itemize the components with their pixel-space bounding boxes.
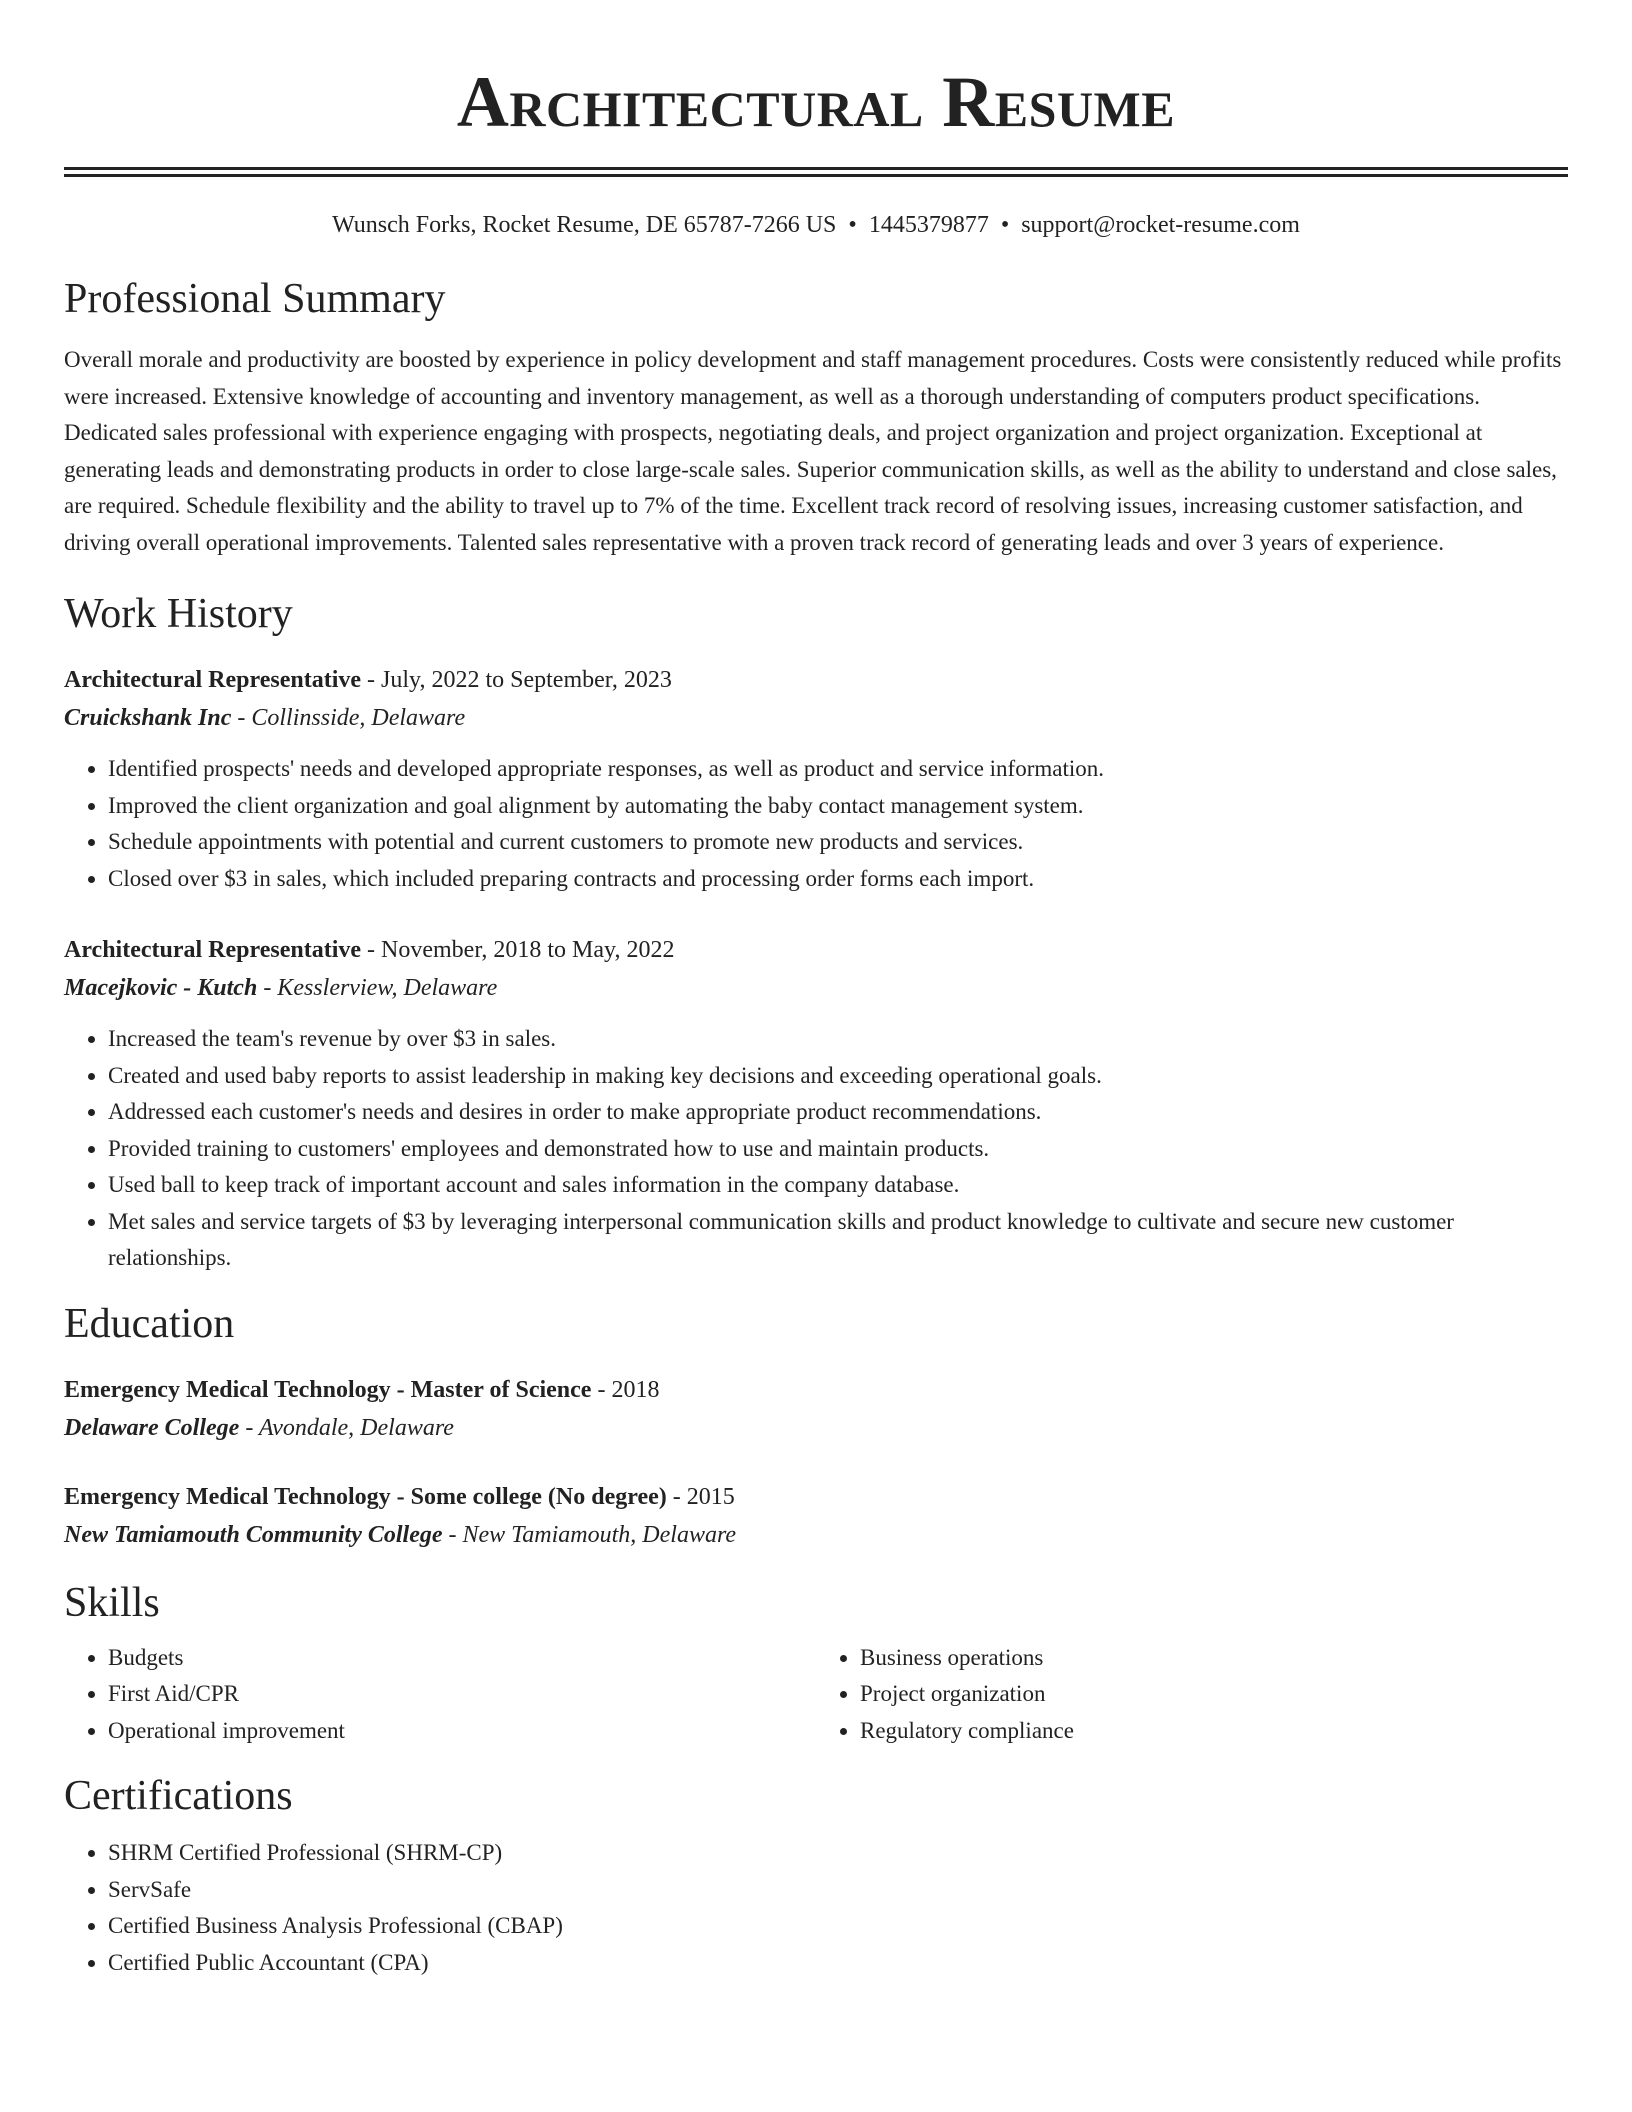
list-item: • Schedule appointments with potential and current customers to promote new products and services. [108,824,1568,861]
list-item: • Identified prospects' needs and developed appropriate responses, as well as product and service information. [108,751,1568,788]
resume-page [64,0,1568,1981]
list-item: • ServSafe [108,1872,1568,1909]
school-location: - New Tamiamouth, Delaware [442,1521,737,1548]
degree-year: - 2015 [666,1483,735,1510]
list-item: • Project organization [860,1676,1568,1713]
contact-separator: • [1000,212,1010,238]
job-dates: - November, 2018 to May, 2022 [361,937,675,963]
summary-text: Overall morale and productivity are boosted by experience in policy development and staff management procedures. Costs were consistently reduced while profits were increased. Extensive knowledge of accounting and inventory management, as well as a thorough understanding of computers product specifications. Dedicated sales professional with experience engaging with prospects, negotiating deals, and project organization and project organization. Exceptional at generating leads and demonstrating products in order to close large-scale sales. Superior communication skills, as well as the ability to understand and close sales, are required. Schedule flexibility and the ability to travel up to 7% of the time. Excellent track record of resolving issues, increasing customer satisfaction, and driving overall operational improvements. Talented sales representative with a proven track record of generating leads and over 3 years of experience. [64,347,1562,555]
school: New Tamiamouth Community College [64,1521,443,1548]
job-company: Cruickshank Inc [64,705,232,731]
school-location: - Avondale, Delaware [239,1414,454,1441]
contact-address: Wunsch Forks, Rocket Resume, DE 65787-7266 US [332,212,837,238]
list-item: • Created and used baby reports to assist leadership in making key decisions and exceeding operational goals. [108,1058,1568,1095]
resume-title: Architectural Resume [456,62,1176,142]
contact-email: support@rocket-resume.com [1021,212,1300,238]
job-dates: - July, 2022 to September, 2023 [361,667,672,693]
degree: Emergency Medical Technology - Master of Science [64,1376,592,1403]
degree-line [64,1371,1568,1409]
job-company: Macejkovic - Kutch [64,975,258,1001]
job-location: - Collinsside, Delaware [231,705,466,731]
list-item: • Budgets [108,1640,816,1677]
job-title: Architectural Representative [64,667,362,693]
contact-phone: 1445379877 [868,212,989,238]
job-entry [64,931,1568,1277]
degree: Emergency Medical Technology - Some college (No degree) [64,1483,667,1510]
list-item: • Closed over $3 in sales, which included preparing contracts and processing order forms each import. [108,861,1568,898]
list-item: • Regulatory compliance [860,1713,1568,1750]
list-item: • Business operations [860,1640,1568,1677]
education-entry [64,1478,1568,1554]
job-bullets [64,1021,1568,1277]
skills-columns [64,1640,1568,1750]
list-item: • Addressed each customer's needs and desires in order to make appropriate product recommendations. [108,1094,1568,1131]
job-title-line [64,931,1568,969]
list-item: • First Aid/CPR [108,1676,816,1713]
job-company-line [64,699,1568,737]
certifications-heading: Certifications [64,1773,293,1819]
list-item: • Operational improvement [108,1713,816,1750]
list-item: • Certified Business Analysis Professional (CBAP) [108,1908,1568,1945]
job-company-line [64,969,1568,1007]
job-title-line [64,661,1568,699]
work-history-heading: Work History [64,591,293,637]
school-line [64,1516,1568,1554]
job-location: - Kesslerview, Delaware [257,975,498,1001]
certifications-list [64,1835,1568,1981]
list-item: • Increased the team's revenue by over $3 in sales. [108,1021,1568,1058]
school: Delaware College [64,1414,240,1441]
degree-year: - 2018 [591,1376,660,1403]
list-item: • Provided training to customers' employees and demonstrated how to use and maintain products. [108,1131,1568,1168]
contact-line [64,210,1568,240]
skills-right-column [816,1640,1568,1750]
degree-line [64,1478,1568,1516]
title-divider [64,167,1568,177]
list-item: • Used ball to keep track of important account and sales information in the company database. [108,1167,1568,1204]
skills-left-column [64,1640,816,1750]
school-line [64,1409,1568,1447]
job-entry [64,661,1568,897]
skills-heading: Skills [64,1579,160,1626]
list-item: • Improved the client organization and goal alignment by automating the baby contact management system. [108,788,1568,825]
education-heading: Education [64,1300,235,1347]
list-item: • SHRM Certified Professional (SHRM-CP) [108,1835,1568,1872]
contact-separator: • [848,212,857,238]
job-bullets [64,751,1568,897]
education-entry [64,1371,1568,1447]
summary-heading: Professional Summary [64,276,446,322]
list-item: • Met sales and service targets of $3 by leveraging interpersonal communication skills and product knowledge to cultivate and secure new customer relationships. [108,1204,1568,1277]
list-item: • Certified Public Accountant (CPA) [108,1945,1568,1982]
job-title: Architectural Representative [64,937,362,963]
